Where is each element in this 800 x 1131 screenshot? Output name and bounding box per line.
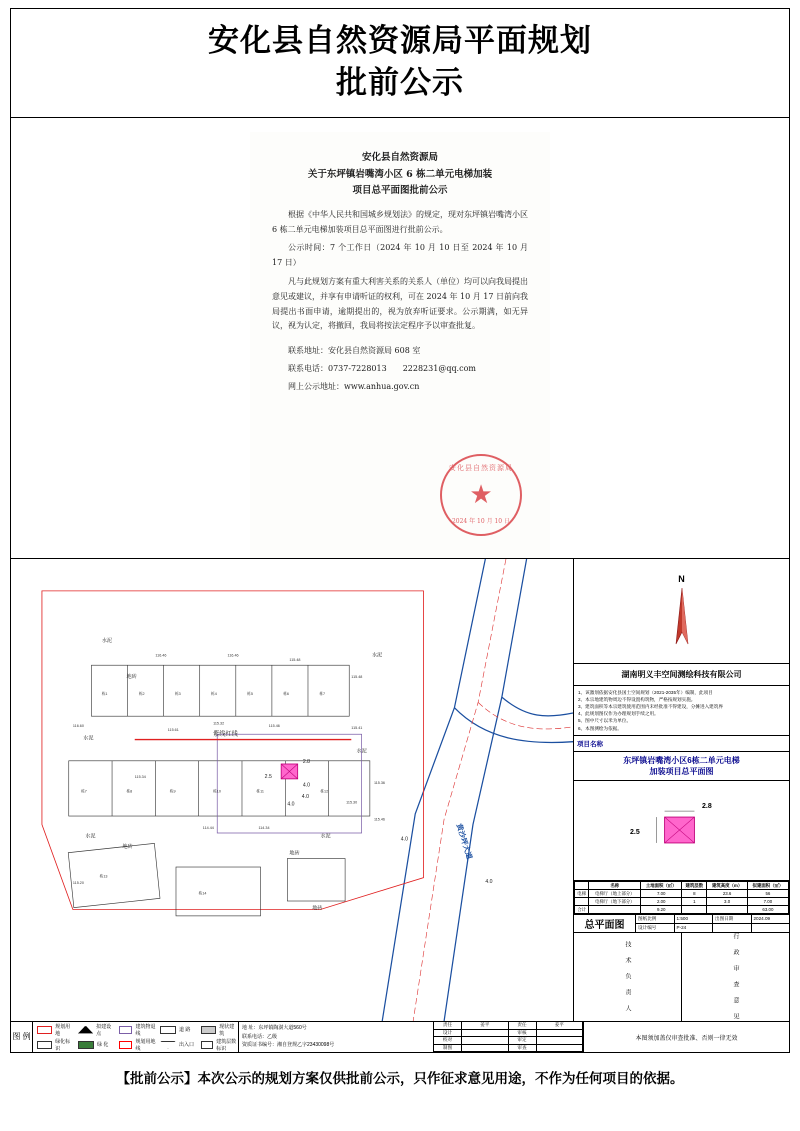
official-seal-stamp [440, 454, 522, 536]
svg-text:2.5: 2.5 [264, 773, 272, 780]
cell-r2c0: 合计 [575, 906, 589, 914]
svg-text:116.60: 116.60 [72, 723, 84, 728]
page-title [208, 21, 592, 105]
notice-address: 联系地址：安化县自然资源局 608 室 [288, 346, 421, 356]
sign-label-design: 设计 [434, 1030, 462, 1038]
th-3: 建筑层数 [682, 882, 707, 890]
legend-swatch-existing-building [201, 1026, 216, 1034]
sign-label-proof: 校对 [434, 1037, 462, 1044]
cell-r1c1: 电梯厅（地下部分） [589, 898, 641, 906]
sign-value-proof [462, 1037, 509, 1044]
svg-text:水泥: 水泥 [371, 652, 383, 659]
cell-r0c5: 56 [747, 890, 788, 898]
note-5: 5、图中尺寸以米为单位。 [578, 718, 632, 724]
svg-text:栋8: 栋8 [126, 789, 133, 794]
signature-grid [434, 1022, 584, 1052]
notice-paragraph-2: 公示时间：7 个工作日（2024 年 10 月 10 日至 2024 年 10 月 17 日） [272, 243, 528, 268]
notice-paragraph-3: 凡与此规划方案有重大利害关系的关系人（单位）均可以向我局提出意见或建议，并享有申请听证的权利，可在 2024 年 10 月 17 日前向我局提出书面申请，逾期提出的，视为放弃听证要求。公示期满，如无异议，视为认定，将撤回，我局将按法定程序予以审查批复。 [272, 277, 528, 331]
svg-text:4.0: 4.0 [400, 836, 408, 843]
svg-text:栋12: 栋12 [320, 789, 329, 794]
project-name-line2: 加装项目总平面图 [649, 766, 714, 776]
sign-value-review [537, 1045, 584, 1053]
legend-swatch-red-line [119, 1041, 132, 1049]
legend-item [33, 1038, 74, 1052]
notice-subject-line2: 项目总平面图批前公示 [352, 185, 448, 197]
th-0 [575, 882, 589, 890]
scanned-notice-document [250, 132, 550, 558]
cell-r1c0 [575, 898, 589, 906]
elevator-detail-figure [574, 781, 789, 881]
site-map-svg [11, 559, 573, 1021]
notice-contact-block [272, 344, 528, 394]
north-arrow-icon [660, 586, 704, 648]
legend-label: 建筑物退线 [135, 1023, 156, 1037]
legend-item [74, 1041, 115, 1049]
sign-label-draw: 制图 [434, 1045, 462, 1053]
svg-text:2.8: 2.8 [302, 758, 310, 765]
table-header-row [575, 882, 789, 890]
legend-item [197, 1038, 238, 1052]
svg-text:栋14: 栋14 [198, 891, 207, 896]
svg-text:115.48: 115.48 [351, 674, 363, 679]
th-1: 名称 [589, 882, 641, 890]
svg-text:114.44: 114.44 [202, 825, 214, 830]
company-qualification: 联系电话：乙级 [242, 1033, 278, 1040]
meta-scale-value: 1:500 [675, 915, 714, 923]
legend-title: 图 例 [11, 1022, 33, 1052]
cell-r1c4: 3.0 [707, 898, 748, 906]
notice-header [272, 150, 528, 200]
svg-text:栋13: 栋13 [99, 874, 108, 879]
cell-r2c3 [682, 906, 707, 914]
svg-text:栋5: 栋5 [247, 691, 253, 696]
svg-text:栋7: 栋7 [81, 789, 87, 794]
svg-text:栋1: 栋1 [101, 691, 108, 696]
company-address-block [239, 1022, 434, 1052]
cell-r2c5: 63.00 [747, 906, 788, 914]
svg-text:115.41: 115.41 [351, 725, 363, 730]
drawing-notes [574, 686, 789, 736]
page-title-box [10, 8, 790, 118]
svg-text:栋2: 栋2 [138, 691, 145, 696]
notice-telephone: 联系电话：0737-7228013 2228231@qq.com [288, 364, 476, 374]
company-address: 地 址：东坪镇陶澍大道560号 [242, 1025, 307, 1032]
svg-text:地砖: 地砖 [312, 905, 323, 912]
project-name [574, 752, 789, 781]
svg-text:116.46: 116.46 [227, 653, 239, 658]
svg-text:水泥: 水泥 [320, 833, 331, 840]
legend-swatch-build-point [78, 1026, 93, 1034]
site-map [11, 559, 574, 1021]
meta-blank-2 [752, 924, 790, 932]
svg-text:紫线红线: 紫线红线 [213, 730, 238, 738]
cell-r0c2: 7.00 [641, 890, 682, 898]
svg-text:116.46: 116.46 [155, 653, 167, 658]
sign-value-responsible: 姜平 [462, 1022, 509, 1029]
approval-columns [574, 933, 789, 1021]
legend-item [156, 1041, 197, 1049]
svg-text:114.34: 114.34 [258, 825, 270, 830]
survey-company-name: 湖南明义丰空间测绘科技有限公司 [574, 664, 789, 686]
area-table [574, 881, 789, 914]
legend-item [197, 1023, 238, 1037]
svg-text:115.61: 115.61 [167, 728, 179, 733]
cell-r0c4: 23.6 [707, 890, 748, 898]
page-title-line1: 安化县自然资源局平面规划 [208, 23, 592, 60]
legend-swatch-setback [119, 1026, 132, 1034]
meta-number-label: 设计编号 [636, 924, 675, 932]
legend-swatch-floor-count [201, 1041, 213, 1049]
meta-date-value: 2024.09 [753, 916, 771, 922]
sign-value-approve [537, 1037, 584, 1044]
svg-text:115.34: 115.34 [134, 774, 146, 779]
footer-note: 【批前公示】本次公示的规划方案仅供批前公示，只作征求意见用途，不作为任何项目的依据。 [116, 1071, 684, 1087]
cell-r1c5: 7.00 [747, 898, 788, 906]
drawing-meta [636, 915, 789, 932]
figure-width-dim: 2.8 [702, 803, 712, 811]
sign-value-check [537, 1030, 584, 1038]
technical-reviewer-column: 技 术 负 责 人 [574, 933, 682, 1021]
svg-text:栋10: 栋10 [213, 789, 221, 794]
cell-r0c3: 8 [682, 890, 707, 898]
meta-blank-1 [713, 924, 752, 932]
sign-label-review: 审查 [509, 1045, 537, 1053]
cell-r2c2: 9.20 [641, 906, 682, 914]
project-name-line1: 东坪镇岩嘴湾小区6栋二单元电梯 [623, 755, 740, 765]
legend-swatch-entrance [160, 1041, 176, 1049]
sign-label-check: 审核 [509, 1030, 537, 1038]
notice-org: 安化县自然资源局 [361, 152, 438, 163]
svg-text:4.0: 4.0 [485, 878, 493, 885]
meta-number-value: P-24 [675, 924, 714, 932]
table-row [575, 890, 789, 898]
svg-text:栋9: 栋9 [169, 789, 176, 794]
legend-swatch-greenery [78, 1041, 94, 1049]
sign-value-responsible-2: 姜平 [537, 1022, 584, 1029]
th-5: 拟建面积（㎡） [747, 882, 788, 890]
drawing-title-label: 总平面图 [574, 915, 636, 932]
meta-row-2 [636, 924, 789, 932]
cell-r0c0: 电梯 [575, 890, 589, 898]
legend-swatch-green-marker [37, 1041, 52, 1049]
note-6: 6、本图测绘为依据。 [578, 725, 622, 731]
legend-label: 规划用地线 [135, 1038, 156, 1052]
notice-subject-line1: 关于东坪镇岩嘴湾小区 6 栋二单元电梯加装 [307, 168, 493, 180]
th-2: 土地面积（㎡） [641, 882, 682, 890]
note-1: 1、该激划依据安化县国土空间规划（2021-2035年）编制，此项目 [578, 690, 713, 695]
svg-text:栋4: 栋4 [211, 691, 217, 696]
legend-label: 规划用地 [55, 1023, 71, 1037]
compass-block [574, 559, 789, 664]
svg-text:4.0: 4.0 [302, 782, 310, 789]
seal-star-icon: ★ [469, 480, 493, 510]
legend-label: 拟建设点 [96, 1023, 112, 1037]
svg-text:水泥: 水泥 [356, 748, 367, 755]
administrative-review-column: 行 政 审 查 意 见 [732, 933, 738, 1022]
cell-r1c3: 1 [682, 898, 707, 906]
site-plan-drawing [10, 558, 790, 1053]
th-4: 建筑高度（m） [707, 882, 748, 890]
svg-text:黄沙坪大道: 黄沙坪大道 [454, 822, 475, 861]
table-row [575, 906, 789, 914]
note-2: 2、本宗地建筑物周边不得设置构筑物，严格按规划实施。 [578, 697, 696, 703]
notice-area [10, 118, 790, 558]
svg-text:4.0: 4.0 [301, 793, 309, 801]
note-4: 4、此规划图仅作为办理规划手续之用。 [578, 711, 659, 717]
elevator-detail-svg [577, 783, 786, 879]
svg-text:水泥: 水泥 [101, 637, 113, 644]
meta-row-1 [636, 915, 789, 924]
page-title-line2: 批前公示 [336, 65, 464, 101]
svg-text:水泥: 水泥 [85, 833, 96, 840]
sign-label-responsible-2: 责任 [509, 1022, 537, 1029]
svg-text:115.30: 115.30 [346, 800, 358, 805]
legend-item [156, 1026, 197, 1034]
svg-text:栋6: 栋6 [283, 691, 289, 696]
sign-label-responsible: 责任 [434, 1022, 462, 1029]
note-3: 3、建筑面积等本宗建筑使用范围内未经批准不得建设，分摊进入建筑界 [578, 704, 723, 710]
notice-paragraph-1: 根据《中华人民共和国城乡规划法》的规定，现对东坪镇岩嘴湾小区 6 栋二单元电梯加装项目总平面图进行批前公示。 [272, 209, 528, 234]
sign-value-design [462, 1030, 509, 1038]
drawing-main [11, 559, 789, 1021]
svg-text:栋11: 栋11 [256, 789, 264, 794]
sign-value-draw [462, 1045, 509, 1053]
drawing-title-block [574, 915, 789, 933]
figure-height-dim: 2.5 [630, 829, 640, 837]
legend-label: 出入口 [179, 1042, 195, 1048]
cell-r0c1: 电梯厅（地上部分） [589, 890, 641, 898]
cell-r2c1 [589, 906, 641, 914]
legend-label: 道 路 [179, 1027, 191, 1034]
svg-text:地砖: 地砖 [126, 673, 137, 680]
legend-label: 现状建筑 [219, 1023, 235, 1037]
sign-label-approve: 审定 [509, 1037, 537, 1044]
svg-text:115.36: 115.36 [373, 781, 386, 786]
meta-scale-label: 图纸比例 [636, 915, 675, 923]
svg-text:栋7: 栋7 [319, 691, 326, 696]
legend-item [74, 1023, 115, 1037]
seal-top-text: 安化县自然资源局 [449, 464, 513, 472]
drawing-side-panel [574, 559, 789, 1021]
svg-text:水泥: 水泥 [83, 735, 94, 742]
legend-label: 绿化标识 [55, 1038, 71, 1052]
project-label: 项目名称 [574, 736, 789, 752]
legend-item [115, 1038, 156, 1052]
svg-text:地砖: 地砖 [122, 843, 133, 850]
svg-text:115.48: 115.48 [289, 657, 301, 662]
svg-text:115.20: 115.20 [72, 880, 84, 886]
cell-r1c2: 2.00 [641, 898, 682, 906]
area-table-wrap [574, 881, 789, 915]
legend-item [115, 1023, 156, 1037]
svg-text:地砖: 地砖 [289, 850, 300, 857]
cell-r2c4 [707, 906, 748, 914]
legend-label: 建筑层数标识 [216, 1038, 237, 1052]
legend-strip [11, 1021, 789, 1052]
compass-north-label: N [678, 574, 685, 584]
seal-date-text: 2024 年 10 月 10 日 [451, 518, 511, 525]
legend-swatch-road [160, 1026, 176, 1034]
legend-swatch-planned-land [37, 1026, 52, 1034]
svg-text:栋3: 栋3 [174, 691, 181, 696]
meta-date-label: 出图日期 [713, 915, 752, 923]
legend-item [33, 1023, 74, 1037]
legend-label: 绿 化 [97, 1042, 109, 1048]
legend-note: 本图须加盖仅审查批准、否则一律无效 [635, 1035, 738, 1042]
svg-text:115.46: 115.46 [268, 723, 280, 728]
svg-text:115.32: 115.32 [213, 721, 225, 726]
notice-website: 网上公示地址：www.anhua.gov.cn [288, 381, 420, 391]
table-row [575, 898, 789, 906]
legend-items [33, 1022, 239, 1052]
company-cert-number: 资质证书编号：湘自登规乙字23430098号 [242, 1042, 335, 1049]
svg-text:4.0: 4.0 [287, 801, 295, 808]
svg-text:115.46: 115.46 [373, 817, 386, 822]
